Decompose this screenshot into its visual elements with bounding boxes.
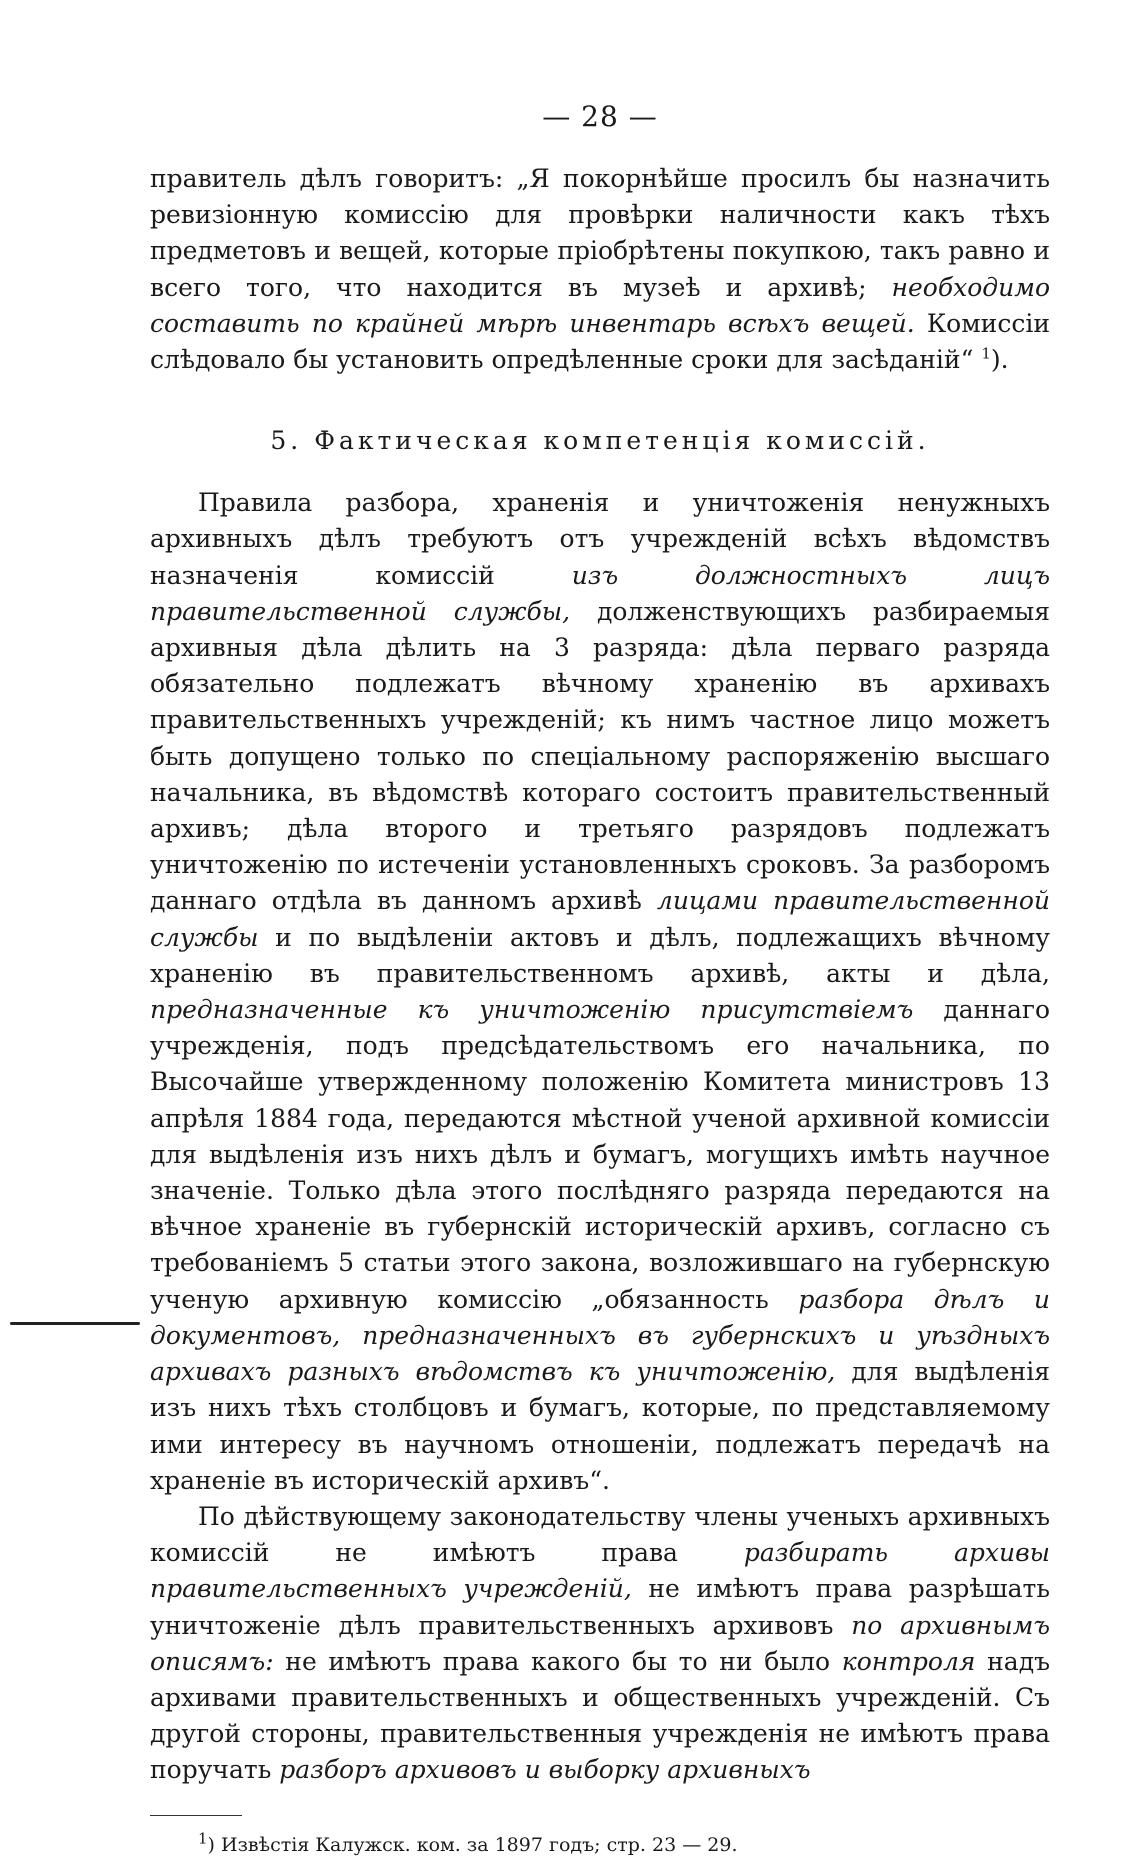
paragraph-2-emphasis-4: разбора дѣлъ и документовъ, предназначенныхъ въ губернскихъ и уѣздныхъ архивахъ разныхъ вѣдомствъ къ уничтоженію,	[150, 1284, 1050, 1387]
paragraph-2-emphasis-3: предназначенные къ уничтоженію присутствіемъ	[150, 995, 914, 1025]
paragraph-3-text-2: не имѣютъ права разрѣшать уничтоженіе дѣлъ правительственныхъ архивовъ	[150, 1574, 1050, 1640]
paragraph-3-text-4: надъ архивами правительственныхъ и общественныхъ учрежденій. Съ другой стороны, правительственныя учрежденія не имѣютъ права поручать	[150, 1646, 1050, 1785]
paragraph-2-text-1: Правила разбора, храненія и уничтоженія ненужныхъ архивныхъ дѣлъ требуютъ отъ учрежденій всѣхъ вѣдомствъ назначенія комиссій	[150, 488, 1050, 590]
paragraph-2-text-5: для выдѣленія изъ нихъ тѣхъ столбцовъ и бумагъ, которые, по представляемому ими интересу въ научномъ отношеніи, подлежатъ передачѣ на храненіе въ историческій архивъ“.	[150, 1357, 1050, 1495]
paragraph-1-emphasis-1: необходимо составить по крайней мѣрѣ инвентарь всѣхъ вещей.	[150, 272, 1050, 338]
page-number: — 28 —	[542, 100, 658, 133]
paragraph-1-text-2: Комиссіи слѣдовало бы установить опредѣленные сроки для засѣданій“	[150, 308, 1050, 375]
paragraph-2	[150, 485, 1050, 1499]
paragraph-3-text-3: не имѣютъ права какого бы то ни было	[273, 1646, 842, 1676]
paragraph-3-text-1: По дѣйствующему законодательству члены ученыхъ архивныхъ комиссій не имѣютъ права	[150, 1501, 1050, 1568]
footnote-separator	[150, 1815, 242, 1816]
paragraph-1-text-3: ).	[990, 345, 1009, 375]
document-page	[150, 100, 1050, 1858]
paragraph-2-text-2: долженствующихъ разбираемыя архивныя дѣла дѣлить на 3 разряда: дѣла перваго разряда обязательно подлежатъ вѣчному храненію въ архивахъ правительственныхъ учрежденій; къ нимъ частное лицо можетъ быть допущено только по спеціальному распоряженію высшаго начальника, въ вѣдомствѣ котораго состоитъ правительственный архивъ; дѣла второго и третьяго разрядовъ подлежатъ уничтоженію по истеченіи установленныхъ сроковъ. За разборомъ даннаго отдѣла въ данномъ архивѣ	[150, 596, 1050, 916]
paragraph-3-emphasis-1: разбирать архивы правительственныхъ учрежденій,	[150, 1538, 1050, 1604]
paragraph-3-emphasis-4: разборъ архивовъ и выборку архивныхъ	[279, 1755, 811, 1785]
paragraph-2-text-4: даннаго учрежденія, подъ предсѣдательствомъ его начальника, по Высочайше утвержденному положенію Комитета министровъ 13 апрѣля 1884 года, передаются мѣстной ученой архивной комиссіи для выдѣленія изъ нихъ дѣлъ и бумагъ, могущихъ имѣть научное значеніе. Только дѣла этого послѣдняго разряда передаются на вѣчное храненіе въ губернскій историческій архивъ, согласно съ требованіемъ 5 статьи этого закона, возложившаго на губернскую ученую архивную комиссію „обязанность	[150, 995, 1051, 1314]
paragraph-2-text-3: и по выдѣленіи актовъ и дѣлъ, подлежащихъ вѣчному храненію въ правительственномъ архивѣ, акты и дѣла,	[150, 922, 1050, 988]
paragraph-3-emphasis-2: по архивнымъ описямъ:	[150, 1610, 1050, 1676]
paragraph-2-emphasis-2: лицами правительственной службы	[150, 886, 1051, 952]
paragraph-1	[150, 161, 1050, 378]
footnote-marker: 1	[198, 1829, 208, 1848]
paragraph-3-emphasis-3: контроля	[841, 1646, 976, 1676]
margin-pen-mark	[10, 1322, 140, 1325]
paragraph-3	[150, 1499, 1050, 1789]
footnote-text: ) Извѣстія Калужск. ком. за 1897 годъ; стр. 23 — 29.	[207, 1833, 738, 1856]
footnote-reference: 1	[981, 344, 991, 363]
footnote	[150, 1829, 1050, 1858]
section-heading: 5. Фактическая компетенція комиссій.	[270, 426, 930, 456]
paragraph-1-text-1: правитель дѣлъ говоритъ: „Я покорнѣйше просилъ бы назначить ревизіонную комиссію для провѣрки наличности какъ тѣхъ предметовъ и вещей, которые пріобрѣтены покупкою, такъ равно и всего того, что находится въ музеѣ и архивѣ;	[150, 164, 1050, 302]
paragraph-2-emphasis-1: изъ должностныхъ лицъ правительственной службы,	[150, 560, 1050, 626]
